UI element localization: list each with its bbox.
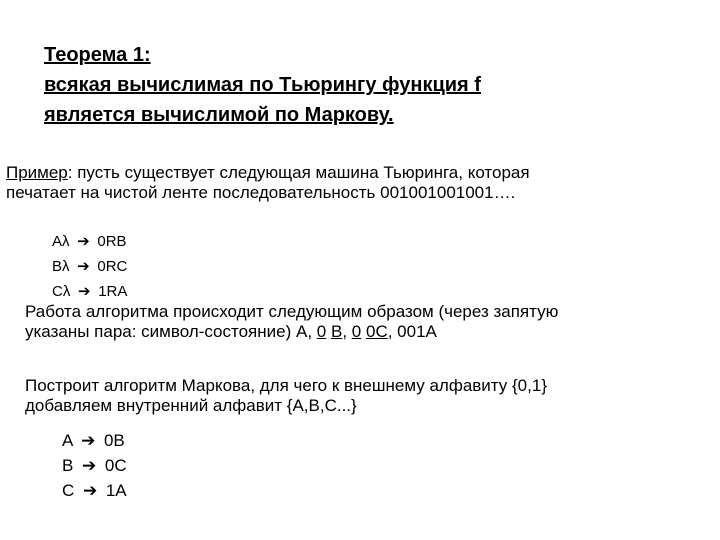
markov-rule (62, 453, 127, 478)
turing-rules-list (52, 229, 127, 304)
theorem-title: Теорема 1: (44, 44, 151, 66)
tape-symbol: 0 (316, 322, 327, 341)
markov-rule (62, 478, 127, 503)
theorem-statement-line2: является вычислимой по Маркову. (44, 104, 394, 126)
example-line2: печатает на чистой ленте последовательность 001001001001…. (6, 183, 516, 202)
tape-state: C (375, 322, 388, 341)
build-line2: добавляем внутренний алфавит {A,B,C...} (25, 396, 357, 415)
rule-right: 0RC (97, 258, 128, 275)
arrow-right-icon: ➔ (81, 431, 96, 450)
rule-right: 0B (103, 431, 125, 450)
work-line2 (25, 322, 558, 342)
example-line1 (6, 163, 530, 183)
tape-symbol: 0 (351, 322, 362, 341)
turing-rule (52, 229, 127, 254)
work-line1: Работа алгоритма происходит следующим образом (через запятую (25, 302, 559, 321)
build-paragraph (25, 376, 547, 416)
tape-separator: , (342, 322, 352, 341)
turing-rule (52, 254, 127, 279)
rule-left: B (62, 456, 74, 475)
arrow-right-icon: ➔ (77, 283, 91, 300)
arrow-right-icon: ➔ (77, 233, 90, 250)
rule-left: C (62, 481, 75, 500)
rule-left: Cλ (52, 283, 71, 300)
rule-right: 0RB (97, 233, 127, 250)
work-line2-suffix: , 001A (387, 322, 437, 341)
example-line1-text: : пусть существует следующая машина Тьюринга, которая (67, 163, 530, 182)
theorem-statement-line1: всякая вычислимая по Тьюрингу функция f (44, 74, 481, 96)
turing-rule (52, 279, 127, 304)
markov-rule (62, 428, 127, 453)
rule-right: 1RA (98, 283, 128, 300)
theorem-block (44, 40, 481, 130)
rule-right: 1A (105, 481, 127, 500)
rule-left: A (62, 431, 73, 450)
rule-right: 0C (104, 456, 127, 475)
work-paragraph (25, 302, 558, 342)
build-line1: Построит алгоритм Маркова, для чего к внешнему алфавиту {0,1} (25, 376, 547, 395)
work-line2-prefix: указаны пара: символ-состояние) A, (25, 322, 317, 341)
tape-state: B (330, 322, 343, 341)
rule-left: Aλ (52, 233, 70, 250)
arrow-right-icon: ➔ (77, 258, 90, 275)
tape-symbol: 0 (365, 322, 376, 341)
arrow-right-icon: ➔ (82, 481, 98, 500)
arrow-right-icon: ➔ (82, 456, 97, 475)
example-paragraph (6, 163, 530, 203)
markov-rules-list (62, 428, 127, 503)
example-label: Пример (6, 163, 68, 182)
rule-left: Bλ (52, 258, 70, 275)
